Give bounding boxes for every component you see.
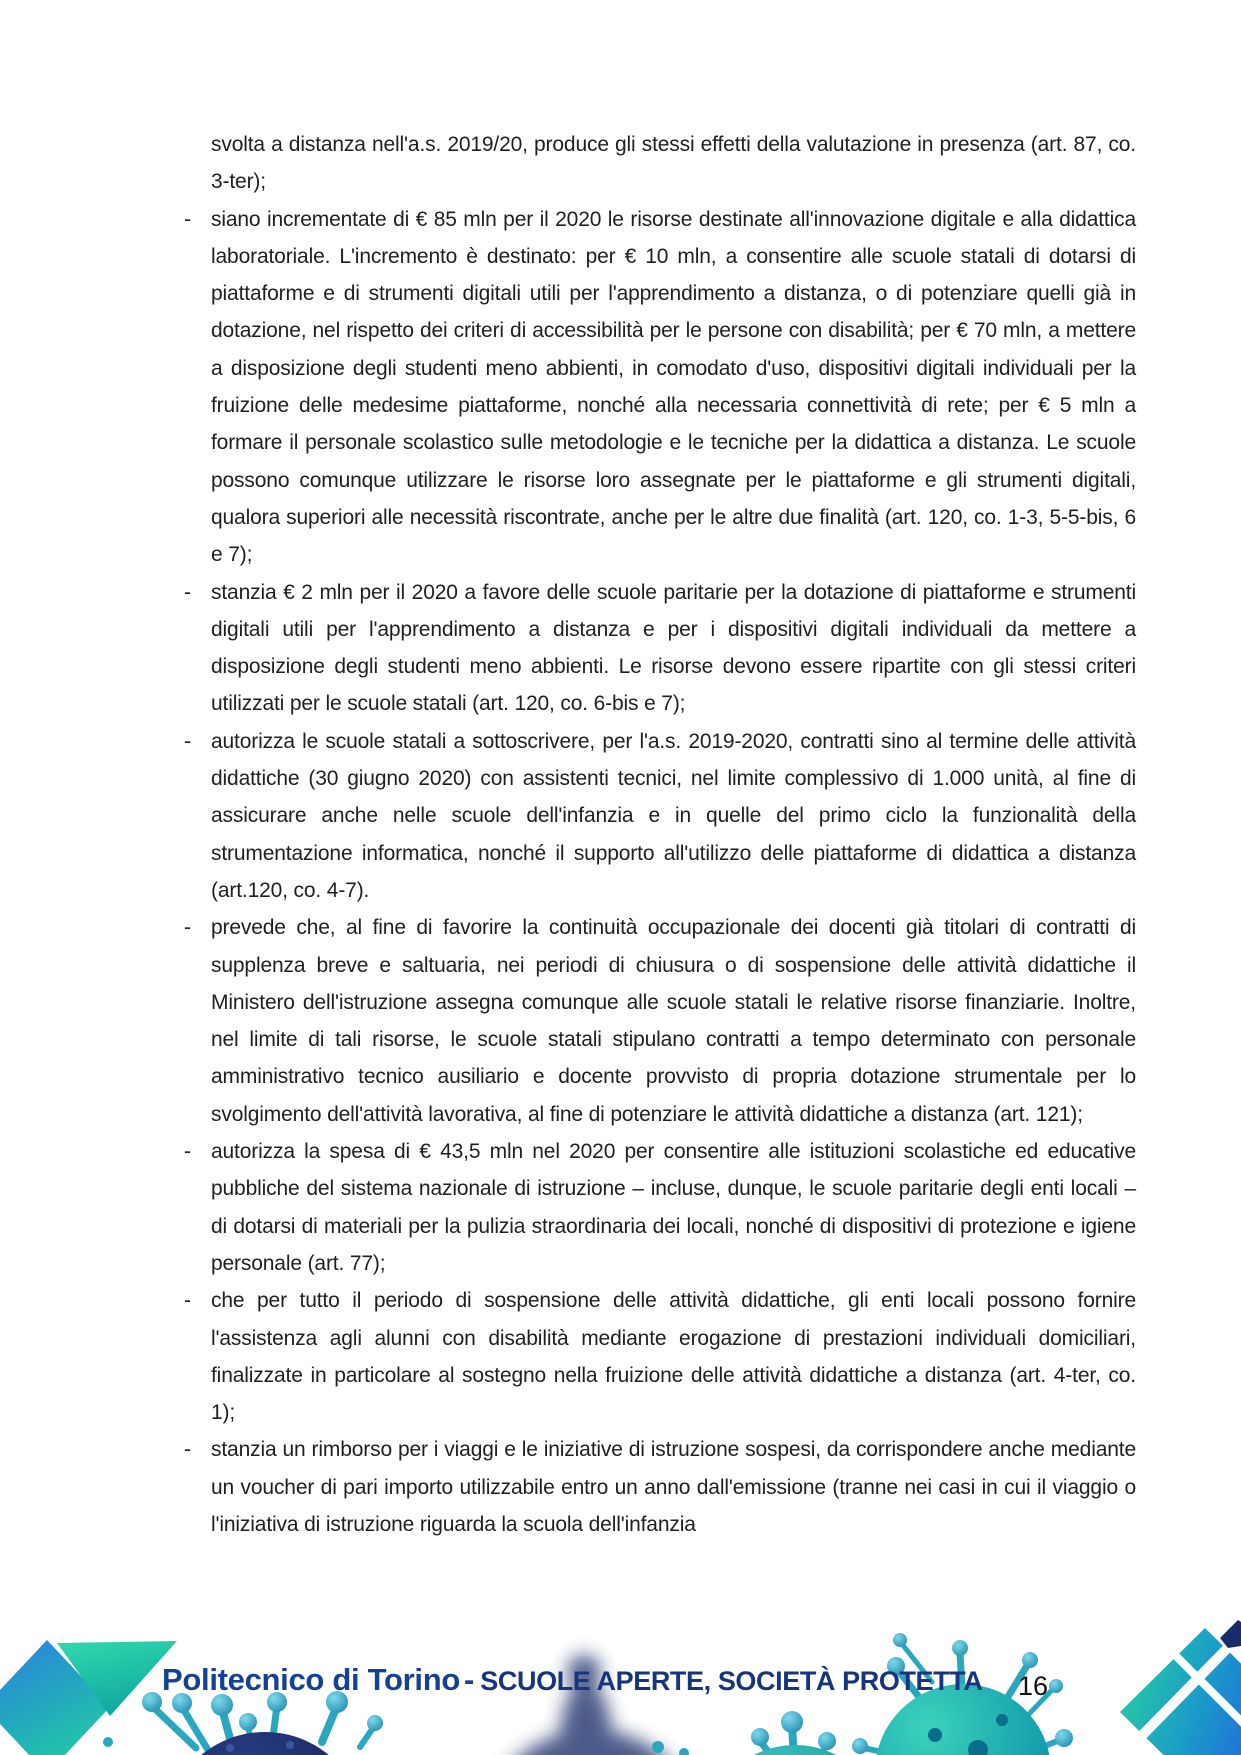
list-item [184,1282,1136,1431]
intro-paragraph: svolta a distanza nell'a.s. 2019/20, produce gli stessi effetti della valutazione in presenza (art. 87, co. 3-ter); [211,133,1136,194]
bullet-dash: - [184,1438,191,1462]
bullet-dash: - [184,1140,191,1164]
list-item [184,1133,1136,1282]
list-item [184,909,1136,1133]
page-number: 16 [1018,1671,1049,1701]
virus-icon-teal [652,1711,885,1755]
footer-brand: Politecnico di Torino [162,1662,460,1697]
body-text [184,126,1136,1543]
virus-icon-dark [103,1691,383,1755]
list-item [184,201,1136,574]
list-item [184,574,1136,723]
bullet-text: siano incrementate di € 85 mln per il 2020 le risorse destinate all'innovazione digitale e alla didattica laboratoriale. L'incremento è destinato: per € 10 mln, a consentire alle scuole statali di dotarsi di piattaforme e di strumenti digitali utili per l'apprendimento a distanza, o di potenziare quelli già in dotazione, nel rispetto dei criteri di accessibilità per le persone con disabilità; per € 70 mln, a mettere a disposizione degli studenti meno abbienti, in comodato d'uso, dispositivi digitali individuali per la fruizione delle medesime piattaforme, nonché alla necessaria connettività di rete; per € 5 mln a formare il personale scolastico sulle metodologie e le tecniche per la didattica a distanza. Le scuole possono comunque utilizzare le risorse loro assegnate per le piattaforme e gli strumenti digitali, qualora superiori alle necessità riscontrate, anche per le altre due finalità (art. 120, co. 1-3, 5-5-bis, 6 e 7); [211,207,1136,567]
footer-logo [162,1662,982,1698]
bullet-dash: - [184,916,191,940]
bullet-text: stanzia € 2 mln per il 2020 a favore delle scuole paritarie per la dotazione di piattaforme e strumenti digitali utili per l'apprendimento a distanza e per i dispositivi digitali individuali da mettere a disposizione degli studenti meno abbienti. Le risorse devono essere ripartite con gli stessi criteri utilizzati per le scuole statali (art. 120, co. 6-bis e 7); [211,580,1136,716]
bullet-text: che per tutto il periodo di sospensione delle attività didattiche, gli enti locali possono fornire l'assistenza agli alunni con disabilità mediante erogazione di prestazioni individuali domiciliari, finalizzate in particolare al sostegno nella fruizione delle attività didattiche a distanza (art. 4-ter, co. 1); [211,1289,1136,1425]
bullet-dash: - [184,1289,191,1313]
footer-separator: - [463,1662,475,1697]
bullet-dash: - [184,580,191,604]
list-item [184,1431,1136,1543]
bullet-dash: - [184,207,191,231]
bullet-text: autorizza le scuole statali a sottoscrivere, per l'a.s. 2019-2020, contratti sino al termine delle attività didattiche (30 giugno 2020) con assistenti tecnici, nel limite complessivo di 1.000 unità, al fine di assicurare anche nelle scuole dell'infanzia e in quelle del primo ciclo la funzionalità della strumentazione informatica, nonché il supporto all'utilizzo delle piattaforme di didattica a distanza (art.120, co. 4-7). [211,729,1136,902]
bullet-dash: - [184,729,191,753]
bullet-text: stanzia un rimborso per i viaggi e le iniziative di istruzione sospesi, da corrispondere anche mediante un voucher di pari importo utilizzabile entro un anno dall'emissione (tranne nei casi in cui il viaggio o l'iniziativa di istruzione riguarda la scuola dell'infanzia [211,1438,1136,1536]
diamond-decoration-right [1118,1620,1241,1755]
footer-campaign: SCUOLE APERTE, SOCIETÀ PROTETTA [480,1666,983,1696]
bullet-text: autorizza la spesa di € 43,5 mln nel 2020 per consentire alle istituzioni scolastiche ed educative pubbliche del sistema nazionale di istruzione – incluse, dunque, le scuole paritarie degli enti locali – di dotarsi di materiali per la pulizia straordinaria dei locali, nonché di dispositivi di protezione e igiene personale (art. 77); [211,1140,1136,1275]
list-item [184,723,1136,909]
bullet-text: prevede che, al fine di favorire la continuità occupazionale dei docenti già titolari di contratti di supplenza breve e saltuaria, nei periodi di chiusura o di sospensione delle attività didattiche il Ministero dell'istruzione assegna comunque alle scuole statali le relative risorse finanziarie. Inoltre, nel limite di tali risorse, le scuole statali stipulano contratti a tempo determinato con personale amministrativo tecnico ausiliario e docente provvisto di propria dotazione strumentale per lo svolgimento dell'attività lavorativa, al fine di potenziare le attività didattiche a distanza (art. 121); [211,916,1136,1126]
